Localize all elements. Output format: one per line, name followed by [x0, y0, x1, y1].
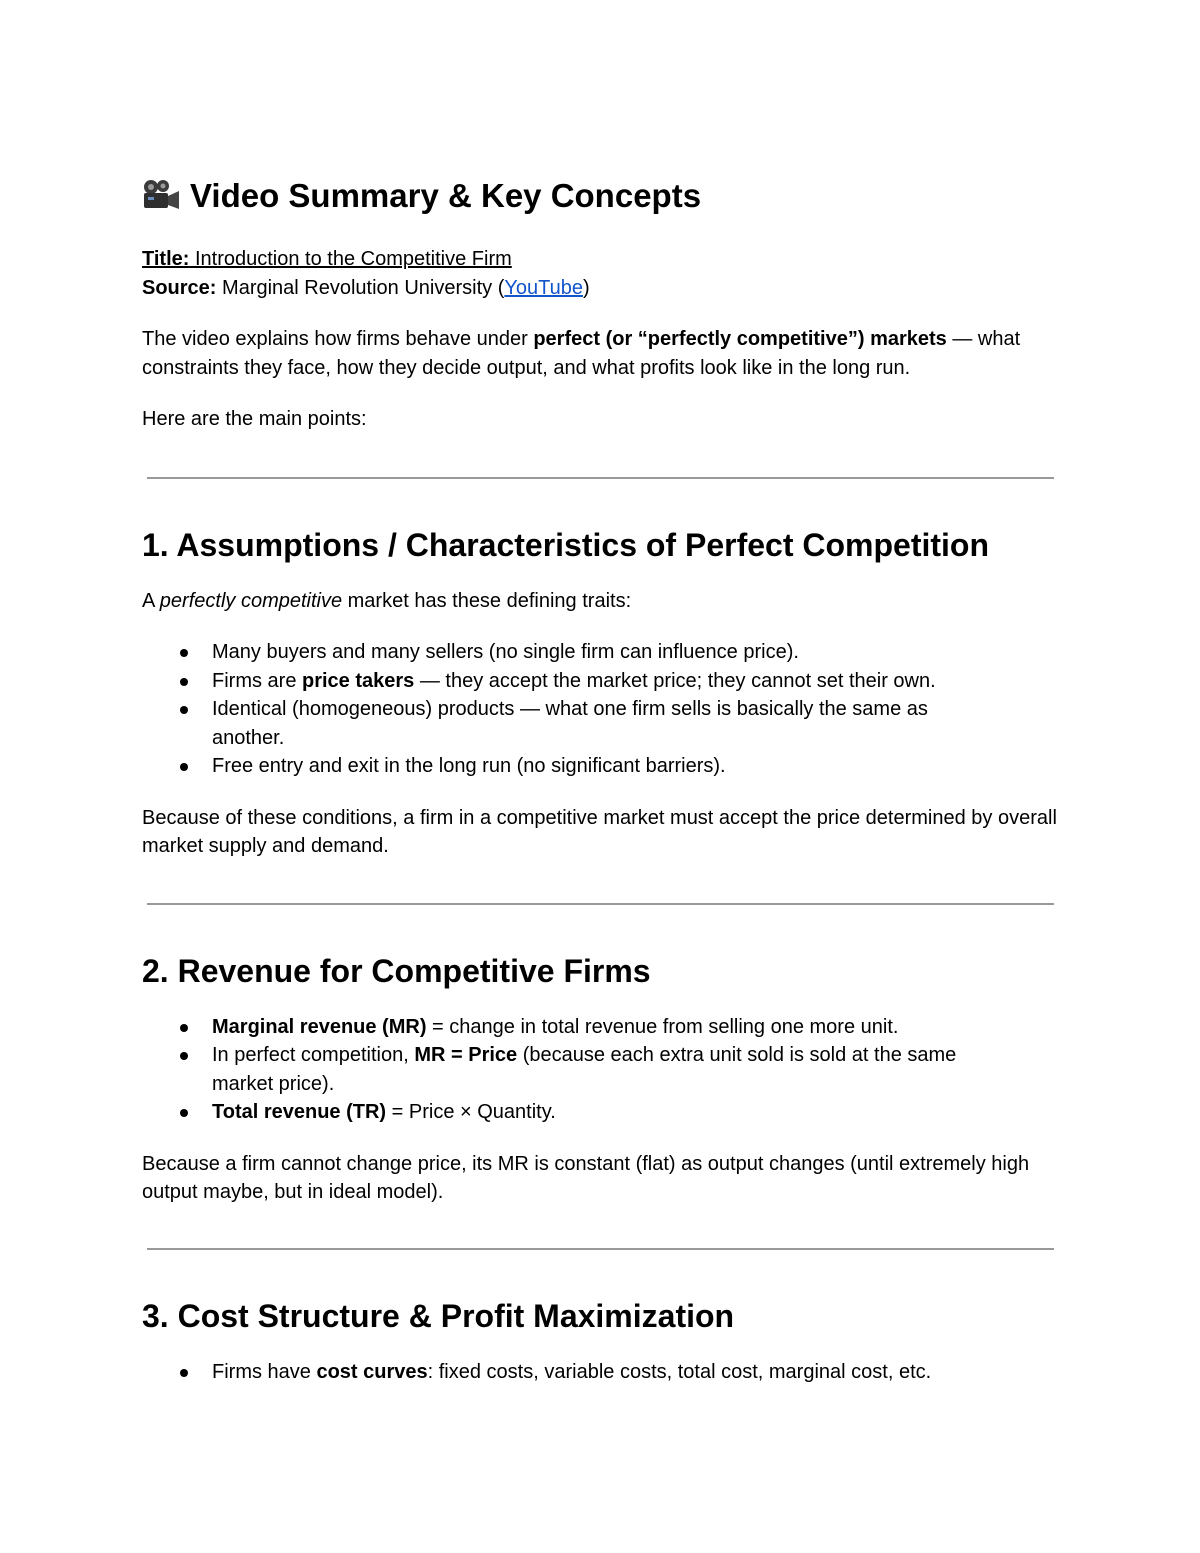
item-text-end: = Price × Quantity. — [386, 1101, 556, 1123]
video-title-line — [142, 245, 512, 274]
item-text: In perfect competition, — [212, 1044, 415, 1066]
main-points-lead: Here are the main points: — [142, 408, 367, 430]
intro-text: The video explains how firms behave under — [142, 328, 534, 350]
page-title-text: Video Summary & Key Concepts — [190, 177, 702, 214]
section-1-heading: 1. Assumptions / Characteristics of Perfect Competition — [142, 526, 989, 563]
list-item: Identical (homogeneous) products — what one firm sells is basically the same as another. — [142, 695, 1062, 752]
intro-text-end: — what constraints they face, how they decide output, and what profits look like in the long run. — [142, 328, 1021, 379]
movie-camera-icon — [142, 173, 180, 225]
document-page — [142, 170, 1062, 1386]
list-item — [142, 1098, 1062, 1127]
lead-text-end: market has these defining traits: — [342, 589, 632, 612]
source-value: Marginal Revolution University ( — [222, 276, 505, 299]
item-text-end: : fixed costs, variable costs, total cost, marginal cost, etc. — [427, 1360, 932, 1383]
title-value: Introduction to the Competitive Firm — [194, 248, 512, 270]
list-item: Many buyers and many sellers (no single firm can influence price). — [142, 638, 1062, 667]
item-text: Firms have — [212, 1360, 317, 1383]
section-1-list — [142, 638, 1062, 781]
section-3-heading: 3. Cost Structure & Profit Maximization — [142, 1297, 735, 1334]
list-item — [142, 1041, 1062, 1098]
lead-text: A — [142, 589, 160, 612]
intro-paragraph — [142, 325, 1062, 382]
item-bold: Total revenue (TR) — [212, 1101, 387, 1123]
item-text-end: — they accept the market price; they cannot set their own. — [414, 669, 936, 692]
item-text-end: (because each extra unit sold is sold at the same market price). — [212, 1044, 957, 1095]
section-3-list — [142, 1358, 1062, 1387]
item-bold: MR = Price — [414, 1044, 518, 1066]
youtube-link[interactable]: YouTube — [504, 276, 583, 299]
list-item: Free entry and exit in the long run (no significant barriers). — [142, 752, 1062, 781]
list-item — [142, 1013, 1062, 1042]
item-text-end: = change in total revenue from selling one more unit. — [426, 1015, 899, 1038]
item-bold: cost curves — [316, 1360, 428, 1383]
section-1-closing: Because of these conditions, a firm in a competitive market must accept the price determined by overall market supply and demand. — [142, 806, 1057, 857]
page-title — [142, 170, 1062, 225]
list-item — [142, 667, 1062, 696]
list-item — [142, 1358, 1062, 1387]
source-close: ) — [582, 276, 590, 299]
source-label: Source: — [142, 276, 217, 299]
item-bold: Marginal revenue (MR) — [212, 1015, 427, 1038]
section-2-heading: 2. Revenue for Competitive Firms — [142, 952, 651, 989]
lead-italic: perfectly competitive — [159, 589, 343, 612]
video-source-line — [142, 274, 1062, 303]
video-meta — [142, 245, 1062, 302]
item-text: Firms are — [212, 669, 302, 692]
section-1-lead — [142, 587, 1062, 616]
intro-bold: perfect (or “perfectly competitive”) markets — [533, 328, 947, 350]
section-2-closing: Because a firm cannot change price, its MR is constant (flat) as output changes (until extremely high output maybe, but in ideal model). — [142, 1152, 1030, 1203]
item-bold: price takers — [302, 669, 415, 692]
section-2-list — [142, 1013, 1062, 1127]
title-label: Title: — [142, 248, 190, 270]
